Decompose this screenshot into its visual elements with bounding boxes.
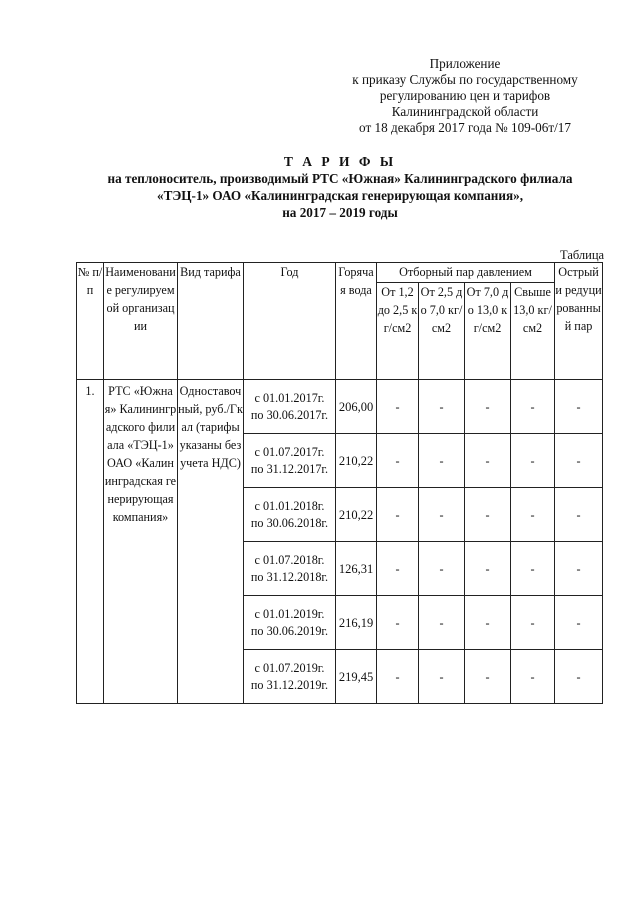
steam-2-value: - [419,380,465,434]
steam-2-value: - [419,650,465,704]
steam-1-value: - [377,380,419,434]
steam-4-value: - [511,488,555,542]
appendix-line: регулированию цен и тарифов [379,88,551,103]
header-year: Год [244,263,336,380]
period-cell [244,488,336,542]
appendix-line: Приложение [429,56,501,71]
hot-water-value: 210,22 [336,488,377,542]
header-steam-4: Свыше 13,0 кг/см2 [511,283,555,380]
table-label: Таблица [560,248,605,262]
steam-3-value: - [465,488,511,542]
steam-3-value: - [465,596,511,650]
row-number: 1. [77,380,104,704]
period-cell [244,380,336,434]
header-kind: Вид тарифа [178,263,244,380]
sharp-steam-value: - [555,488,603,542]
period-to: по 30.06.2018г. [250,515,329,530]
tariffs-table [76,262,603,704]
steam-2-value: - [419,488,465,542]
header-steam-1: От 1,2 до 2,5 кг/см2 [377,283,419,380]
sharp-steam-value: - [555,542,603,596]
steam-2-value: - [419,596,465,650]
steam-2-value: - [419,542,465,596]
organization-name: РТС «Южная» Калининградского филиала «ТЭЦ-1» ОАО «Калининградская генерирующая компания» [104,380,178,704]
appendix-block [330,56,600,136]
steam-1-value: - [377,650,419,704]
period-from: с 01.07.2018г. [254,552,325,567]
steam-1-value: - [377,596,419,650]
title-line: на 2017 – 2019 годы [282,205,398,220]
hot-water-value: 216,19 [336,596,377,650]
steam-1-value: - [377,542,419,596]
title-line: на теплоноситель, производимый РТС «Южная» Калининградского филиала [107,171,573,186]
hot-water-value: 206,00 [336,380,377,434]
period-from: с 01.07.2019г. [254,660,325,675]
steam-1-value: - [377,488,419,542]
hot-water-value: 126,31 [336,542,377,596]
period-cell [244,596,336,650]
title-line: «ТЭЦ-1» ОАО «Калининградская генерирующая компания», [156,188,524,203]
header-steam-3: От 7,0 до 13,0 кг/см2 [465,283,511,380]
header-num: № п/п [77,263,104,380]
period-to: по 31.12.2017г. [250,461,329,476]
period-cell [244,650,336,704]
title-heading: Т А Р И Ф Ы [283,154,397,169]
steam-4-value: - [511,650,555,704]
sharp-steam-value: - [555,434,603,488]
steam-4-value: - [511,434,555,488]
steam-4-value: - [511,542,555,596]
period-from: с 01.01.2017г. [254,390,325,405]
sharp-steam-value: - [555,596,603,650]
table-row [77,380,603,434]
sharp-steam-value: - [555,650,603,704]
steam-3-value: - [465,542,511,596]
period-from: с 01.07.2017г. [254,444,325,459]
period-to: по 31.12.2018г. [250,569,329,584]
period-from: с 01.01.2019г. [254,606,325,621]
steam-4-value: - [511,380,555,434]
steam-3-value: - [465,650,511,704]
header-sharp-steam: Острый и редуцированный пар [555,263,603,380]
document-title [40,153,640,221]
appendix-line: от 18 декабря 2017 года № 109-06т/17 [359,120,571,135]
hot-water-value: 210,22 [336,434,377,488]
period-from: с 01.01.2018г. [254,498,325,513]
period-to: по 30.06.2019г. [250,623,329,638]
tariff-kind: Одноставочный, руб./Гкал (тарифы указаны без учета НДС) [178,380,244,704]
header-steam-group: Отборный пар давлением [377,263,555,283]
steam-3-value: - [465,434,511,488]
steam-4-value: - [511,596,555,650]
header-steam-2: От 2,5 до 7,0 кг/см2 [419,283,465,380]
steam-3-value: - [465,380,511,434]
appendix-line: к приказу Службы по государственному [352,72,578,87]
sharp-steam-value: - [555,380,603,434]
period-to: по 30.06.2017г. [250,407,329,422]
period-to: по 31.12.2019г. [250,677,329,692]
appendix-line: Калининградской области [391,104,539,119]
steam-1-value: - [377,434,419,488]
header-hot-water: Горячая вода [336,263,377,380]
period-cell [244,434,336,488]
table-header-row [77,263,603,283]
steam-2-value: - [419,434,465,488]
header-org: Наименование регулируемой организации [104,263,178,380]
hot-water-value: 219,45 [336,650,377,704]
period-cell [244,542,336,596]
